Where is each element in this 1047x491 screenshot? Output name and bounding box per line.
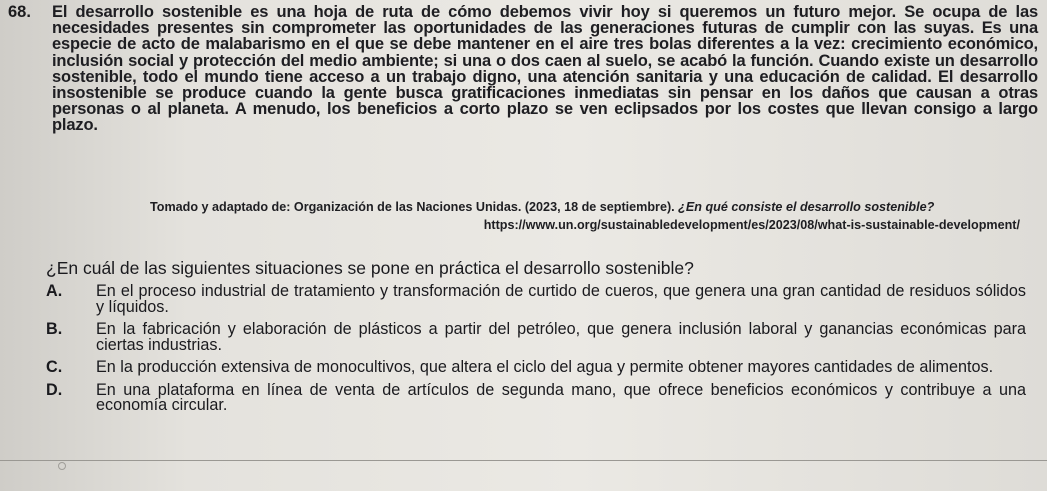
option-text: En una plataforma en línea de venta de artículos de segunda mano, que ofrece beneficios económicos y contribuye a una economía circular.: [96, 380, 1026, 414]
question-number: 68.: [8, 3, 31, 21]
citation-title: ¿En qué consiste el desarrollo sostenible?: [678, 200, 935, 214]
question-block: [8, 4, 1038, 134]
option-text: En el proceso industrial de tratamiento y transformación de curtido de cueros, que genera una gran cantidad de residuos sólidos y líquidos.: [96, 282, 1026, 316]
question-prompt: ¿En cuál de las siguientes situaciones se pone en práctica el desarrollo sostenible?: [46, 258, 694, 278]
option-d[interactable]: [46, 380, 1026, 414]
option-text: En la fabricación y elaboración de plásticos a partir del petróleo, que genera inclusión laboral y ganancias económicas para ciertas industrias.: [96, 320, 1026, 354]
citation-url: https://www.un.org/sustainabledevelopment/es/2023/08/what-is-sustainable-development/: [483, 218, 1020, 232]
option-text: En la producción extensiva de monocultivos, que altera el ciclo del agua y permite obtener mayores cantidades de alimentos.: [96, 358, 994, 376]
divider-line: [0, 460, 1047, 461]
option-letter: C.: [46, 358, 63, 376]
circle-mark-icon: [58, 462, 66, 470]
option-b[interactable]: [46, 322, 1026, 353]
option-letter: D.: [46, 380, 63, 399]
citation-prefix: Tomado y adaptado de: Organización de las Naciones Unidas. (2023, 18 de septiembre).: [150, 200, 675, 214]
option-letter: A.: [46, 282, 63, 300]
option-a[interactable]: [46, 284, 1026, 315]
option-c[interactable]: [46, 360, 1026, 376]
source-citation: [150, 198, 1020, 234]
answer-options: [46, 284, 1026, 421]
reading-passage: El desarrollo sostenible es una hoja de ruta de cómo debemos vivir hoy si queremos un futuro mejor. Se ocupa de las necesidades presentes sin comprometer las oportunidades de las generaciones futuras de cumplir con las suyas. Es una especie de acto de malabarismo en el que se debe mantener en el aire tres bolas diferentes a la vez: crecimiento económico, inclusión social y protección del medio ambiente; si una o dos caen al suelo, se acabó la función. Cuando existe un desarrollo sostenible, todo el mundo tiene acceso a un trabajo digno, una atención sanitaria y una educación de calidad. El desarrollo insostenible se produce cuando la gente busca gratificaciones inmediatas sin pensar en los daños que causan a otras personas o al planeta. A menudo, los beneficios a corto plazo se ven eclipsados por los costes que llevan consigo a largo plazo.: [52, 3, 1038, 135]
option-letter: B.: [46, 320, 63, 338]
